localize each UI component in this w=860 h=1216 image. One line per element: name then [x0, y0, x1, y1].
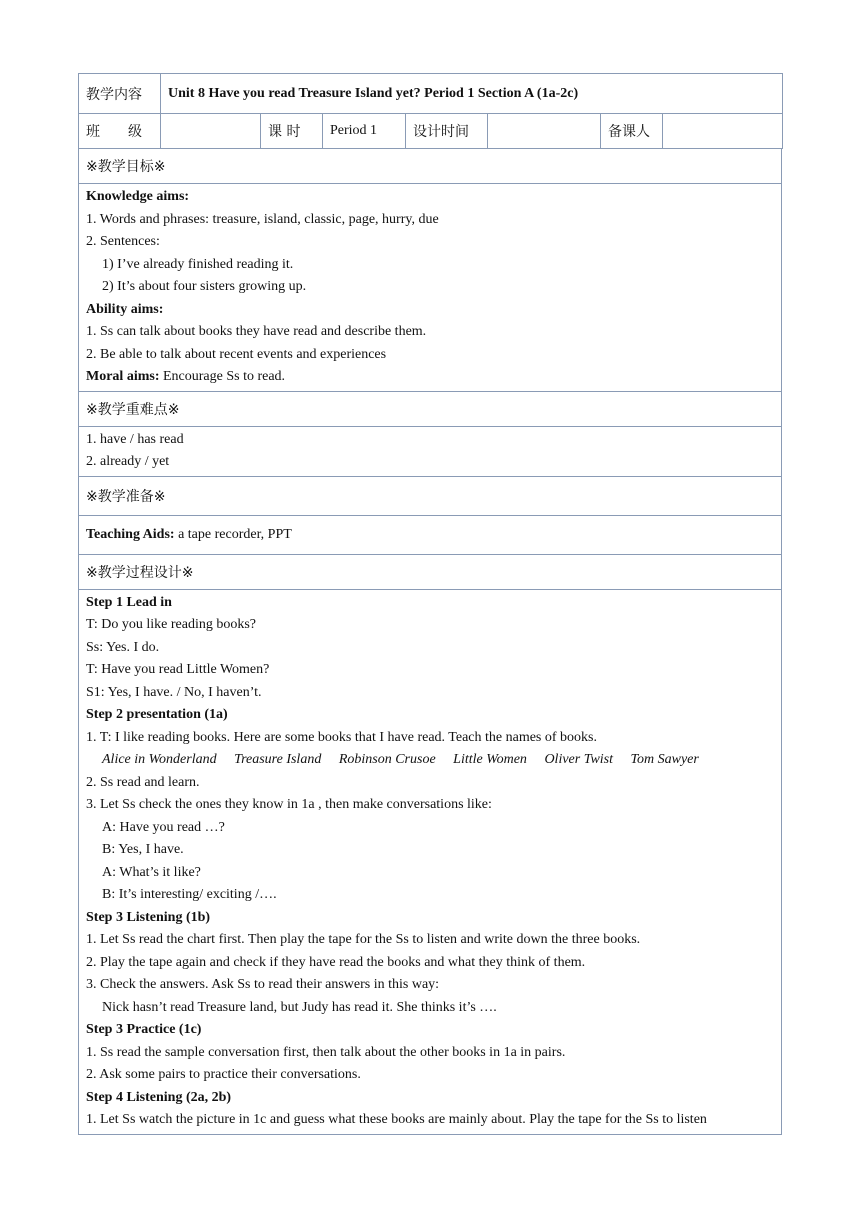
- book-title: Tom Sawyer: [630, 752, 699, 767]
- moral-heading: Moral aims:: [86, 369, 160, 384]
- step3-heading: Step 3 Listening (1b): [86, 909, 211, 925]
- aids-text: a tape recorder, PPT: [174, 526, 292, 542]
- step2-heading: Step 2 presentation (1a): [86, 707, 228, 722]
- key-points-title: ※教学重难点※: [79, 391, 782, 426]
- moral-line: [86, 366, 774, 389]
- objectives-title: ※教学目标※: [79, 149, 782, 184]
- period-label: 课 时: [261, 114, 323, 149]
- knowledge-item-2a: 1) I’ve already finished reading it.: [102, 256, 294, 272]
- content-label: 教学内容: [79, 74, 161, 114]
- key-points-block: [79, 426, 782, 476]
- step2-line-1: 1. T: I like reading books. Here are some books that I have read. Teach the names of books.: [86, 729, 597, 745]
- conversation-line: A: What’s it like?: [102, 864, 201, 880]
- objectives-block: [79, 184, 782, 392]
- preparer-label: 备课人: [601, 114, 663, 149]
- preparer-value: [663, 114, 783, 149]
- content-value: Unit 8 Have you read Treasure Island yet? Period 1 Section A (1a-2c): [161, 74, 783, 114]
- step3-line-4: Nick hasn’t read Treasure land, but Judy has read it. She thinks it’s ….: [102, 999, 497, 1015]
- step3-line-1: 1. Let Ss read the chart first. Then play the tape for the Ss to listen and write down the three books.: [86, 932, 641, 947]
- process-block: [79, 589, 782, 1134]
- step2-line-3: 3. Let Ss check the ones they know in 1a , then make conversations like:: [86, 797, 492, 812]
- aids-heading: Teaching Aids:: [86, 526, 175, 542]
- step1-line-4: S1: Yes, I have. / No, I haven’t.: [86, 684, 262, 700]
- step3-practice-line-2: 2. Ask some pairs to practice their conversations.: [86, 1067, 361, 1082]
- knowledge-heading: Knowledge aims:: [86, 189, 190, 204]
- step2-line-2: 2. Ss read and learn.: [86, 774, 200, 790]
- step3-practice-line-1: 1. Ss read the sample conversation first, then talk about the other books in 1a in pairs.: [86, 1044, 566, 1060]
- key-point-2: 2. already / yet: [86, 454, 170, 469]
- step3-practice-heading: Step 3 Practice (1c): [86, 1022, 202, 1037]
- ability-item-2: 2. Be able to talk about recent events and experiences: [86, 346, 387, 362]
- ability-item-1: 1. Ss can talk about books they have read and describe them.: [86, 324, 427, 339]
- body-table: [78, 148, 782, 1135]
- key-point-1: 1. have / has read: [86, 431, 184, 447]
- class-label: 班 级: [79, 114, 161, 149]
- process-title: ※教学过程设计※: [79, 554, 782, 589]
- conversation-line: A: Have you read …?: [102, 819, 225, 835]
- preparation-block: [79, 515, 782, 554]
- conversation-line: B: Yes, I have.: [102, 842, 184, 857]
- design-time-value: [488, 114, 601, 149]
- step4-heading: Step 4 Listening (2a, 2b): [86, 1089, 232, 1105]
- preparation-title: ※教学准备※: [79, 476, 782, 515]
- design-time-label: 设计时间: [406, 114, 488, 149]
- step1-line-3: T: Have you read Little Women?: [86, 662, 270, 677]
- step1-line-1: T: Do you like reading books?: [86, 617, 256, 632]
- conversation-line: B: It’s interesting/ exciting /….: [102, 887, 277, 902]
- book-title: Oliver Twist: [544, 752, 614, 767]
- step1-heading: Step 1 Lead in: [86, 594, 172, 610]
- step4-line-1: 1. Let Ss watch the picture in 1c and guess what these books are mainly about. Play the tape for the Ss to listen: [86, 1112, 707, 1127]
- knowledge-item-2b: 2) It’s about four sisters growing up.: [102, 279, 307, 294]
- ability-heading: Ability aims:: [86, 301, 164, 317]
- knowledge-item-1: 1. Words and phrases: treasure, island, classic, page, hurry, due: [86, 211, 439, 227]
- moral-text: Encourage Ss to read.: [159, 369, 286, 384]
- knowledge-item-2: 2. Sentences:: [86, 234, 160, 249]
- period-value: Period 1: [323, 114, 406, 149]
- lesson-plan-sheet: [78, 73, 782, 1135]
- book-list: [86, 749, 774, 772]
- book-title: Alice in Wonderland: [102, 752, 217, 767]
- header-table: [78, 73, 783, 149]
- step3-line-3: 3. Check the answers. Ask Ss to read their answers in this way:: [86, 977, 440, 992]
- class-value: [161, 114, 261, 149]
- step1-line-2: Ss: Yes. I do.: [86, 639, 160, 655]
- book-title: Treasure Island: [234, 752, 322, 767]
- book-title: Little Women: [453, 752, 527, 767]
- step3-line-2: 2. Play the tape again and check if they have read the books and what they think of them.: [86, 954, 586, 970]
- book-title: Robinson Crusoe: [338, 752, 436, 767]
